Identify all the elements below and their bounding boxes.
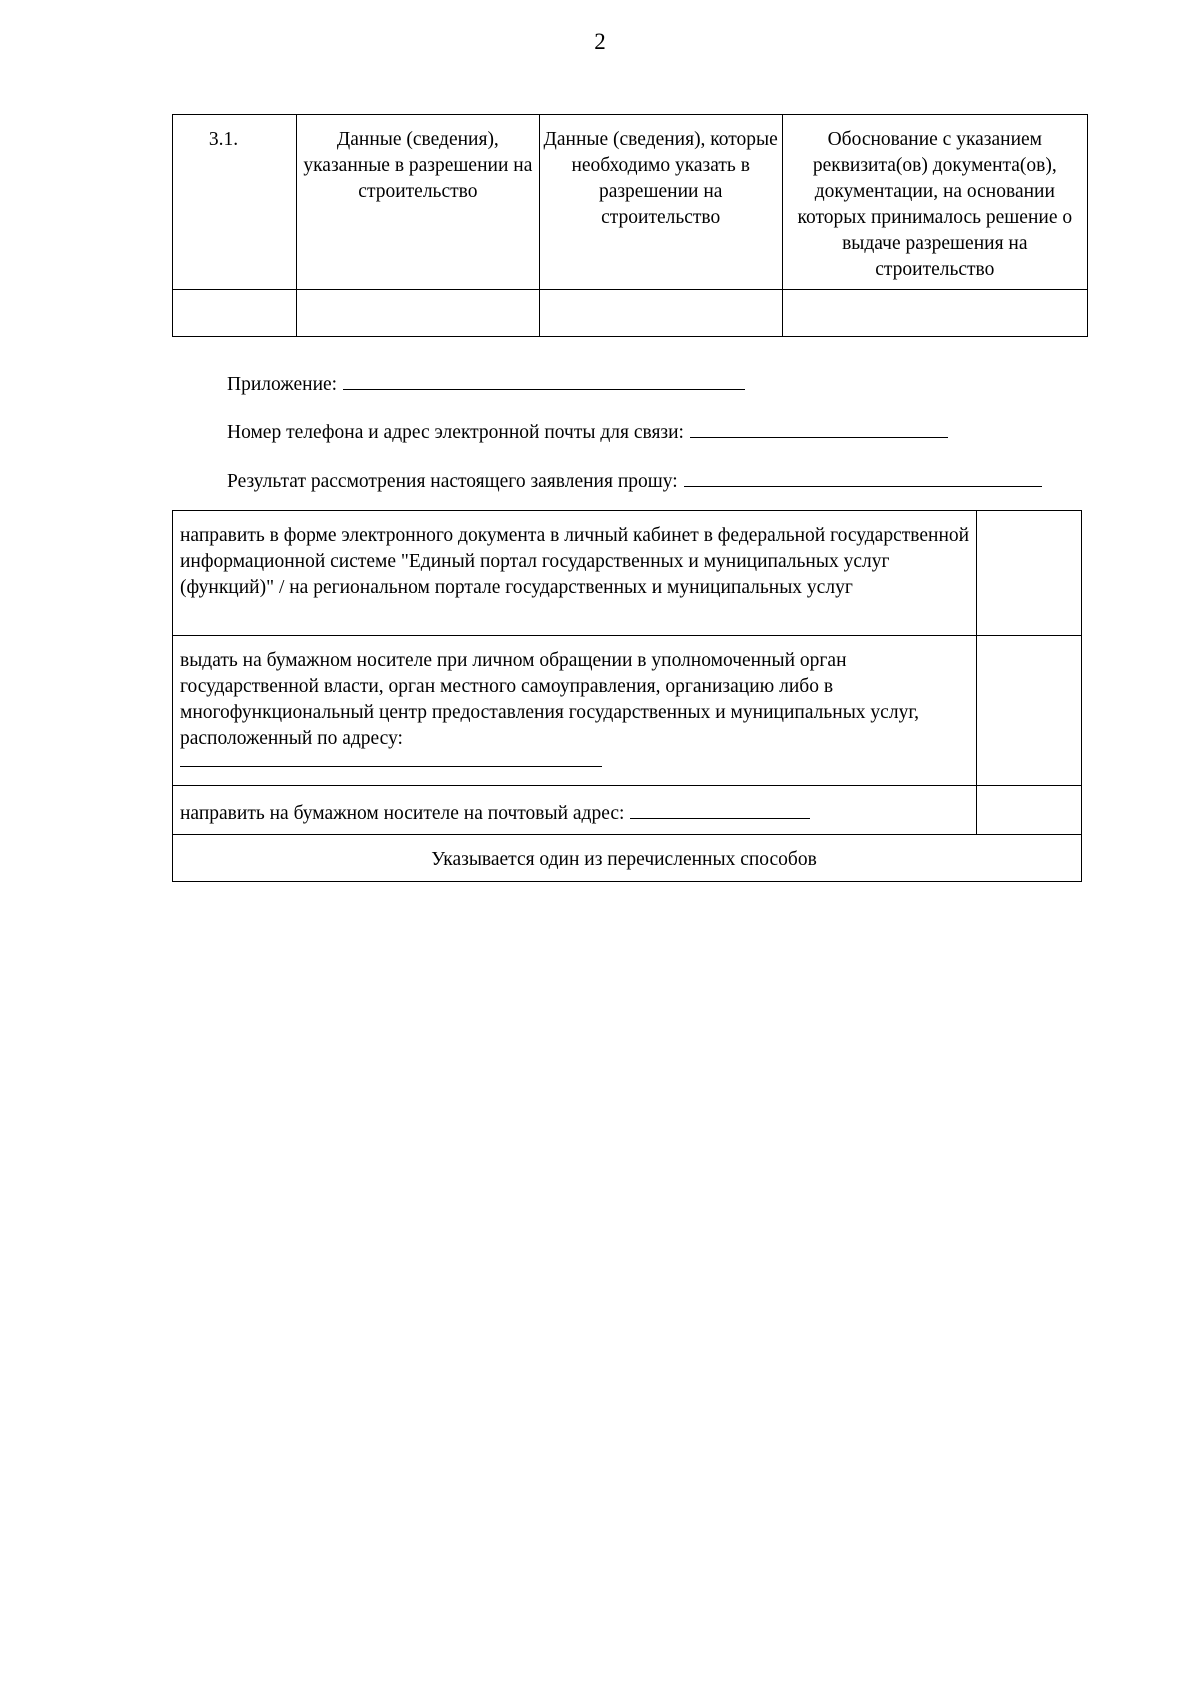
option-paper-mail-text: направить на бумажном носителе на почтовый адрес: xyxy=(180,803,625,824)
result-label: Результат рассмотрения настоящего заявления прошу: xyxy=(227,471,678,492)
contact-label: Номер телефона и адрес электронной почты для связи: xyxy=(227,422,684,443)
empty-cell[interactable] xyxy=(296,290,539,337)
column-justification: Обоснование с указанием реквизита(ов) документа(ов), документации, на основании которых принималось решение о выдаче разрешения на строительство xyxy=(782,115,1087,290)
empty-cell[interactable] xyxy=(782,290,1087,337)
row-number: 3.1. xyxy=(173,115,297,290)
option-paper-in-person-cell xyxy=(173,636,977,786)
delivery-options-table xyxy=(172,510,1082,882)
attachment-blank[interactable] xyxy=(343,372,745,390)
option-paper-in-person-text: выдать на бумажном носителе при личном обращении в уполномоченный орган государственной власти, орган местного самоуправления, организацию либо в многофункциональный центр предоставления государственных и муниципальных услуг, расположенный по адресу: xyxy=(180,650,919,749)
options-note: Указывается один из перечисленных способов xyxy=(173,835,1082,882)
result-blank[interactable] xyxy=(684,469,1042,487)
options-note-row xyxy=(173,835,1082,882)
option-row-electronic xyxy=(173,511,1082,636)
contact-blank[interactable] xyxy=(690,420,948,438)
column-current-data: Данные (сведения), указанные в разрешении на строительство xyxy=(296,115,539,290)
postal-address-blank[interactable] xyxy=(630,800,810,819)
option-row-paper-mail xyxy=(173,786,1082,835)
attachment-label: Приложение: xyxy=(227,374,338,395)
option-paper-in-person-checkbox[interactable] xyxy=(977,636,1082,786)
changes-header-row xyxy=(173,115,1088,290)
changes-empty-row xyxy=(173,290,1088,337)
empty-cell[interactable] xyxy=(173,290,297,337)
changes-table xyxy=(172,114,1088,337)
attachment-line xyxy=(227,372,745,395)
page-number: 2 xyxy=(594,29,606,54)
option-paper-mail-checkbox[interactable] xyxy=(977,786,1082,835)
option-row-paper-in-person xyxy=(173,636,1082,786)
address-blank[interactable] xyxy=(180,754,602,767)
result-line xyxy=(227,469,1042,492)
option-electronic-checkbox[interactable] xyxy=(977,511,1082,636)
option-electronic-text: направить в форме электронного документа в личный кабинет в федеральной государственной информационной системе "Единый портал государственных и муниципальных услуг (функций)" / на региональном портале государственных и муниципальных услуг xyxy=(173,511,977,636)
column-new-data: Данные (сведения), которые необходимо указать в разрешении на строительство xyxy=(539,115,782,290)
empty-cell[interactable] xyxy=(539,290,782,337)
option-paper-mail-cell xyxy=(173,786,977,835)
contact-line xyxy=(227,420,948,443)
